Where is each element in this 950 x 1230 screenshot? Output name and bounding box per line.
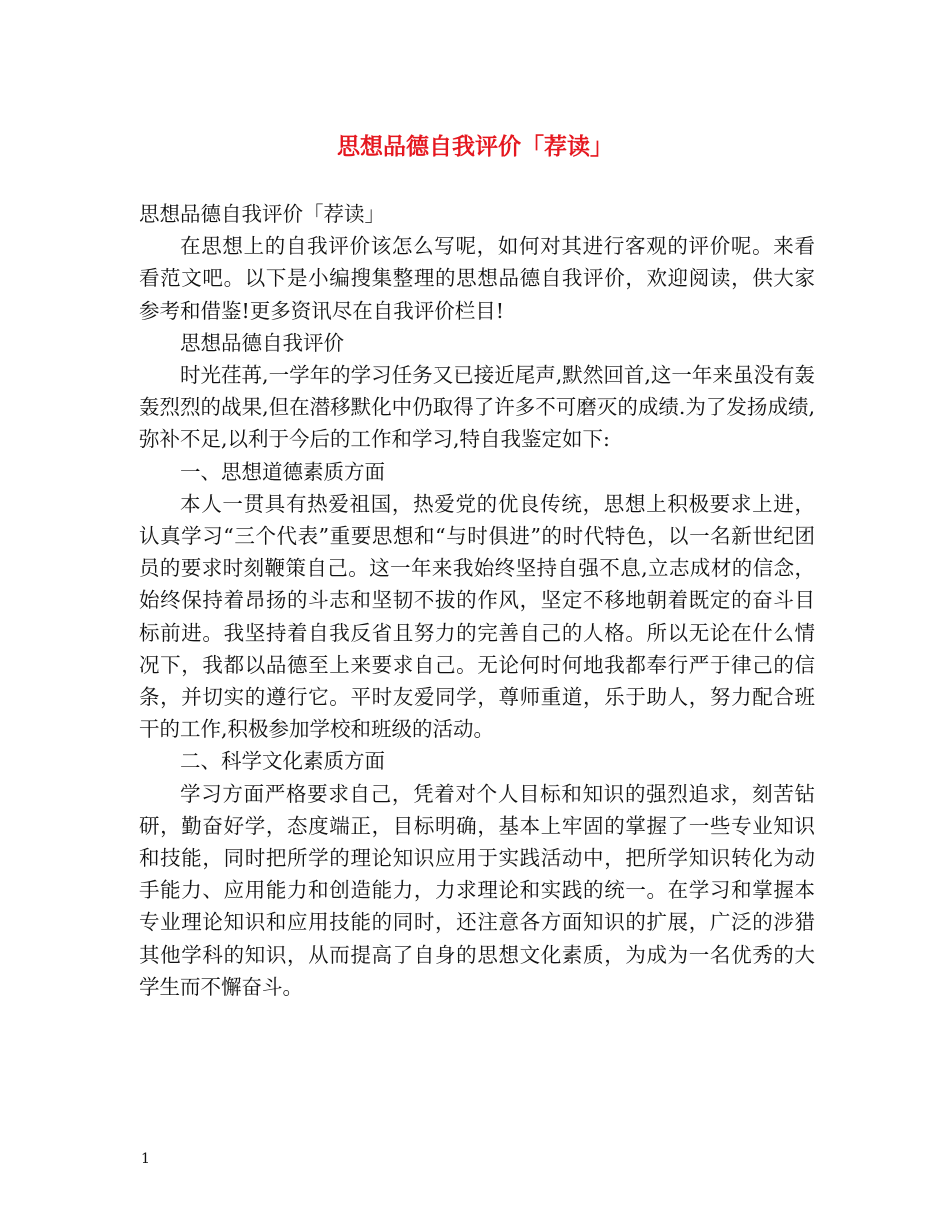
paragraph-moral: 本人一贯具有热爱祖国，热爱党的优良传统，思想上积极要求上进，认真学习“三个代表”重要思想和“与时俱进”的时代特色，以一名新世纪团员的要求时刻鞭策自己。这一年来我始终坚持自强不息,立志成材的信念，始终保持着昂扬的斗志和坚韧不拔的作风，坚定不移地朝着既定的奋斗目标前进。我坚持着自我反省且努力的完善自己的人格。所以无论在什么情况下，我都以品德至上来要求自己。无论何时何地我都奉行严于律己的信条，并切实的遵行它。平时友爱同学，尊师重道，乐于助人，努力配合班干的工作,积极参加学校和班级的活动。	[139, 491, 815, 742]
paragraph-intro: 在思想上的自我评价该怎么写呢，如何对其进行客观的评价呢。来看看范文吧。以下是小编搜集整理的思想品德自我评价，欢迎阅读，供大家参考和借鉴!更多资讯尽在自我评价栏目!	[139, 234, 815, 323]
section-heading-culture: 二、科学文化素质方面	[180, 749, 385, 774]
page-number: 1	[141, 1151, 150, 1167]
section-heading-moral: 一、思想道德素质方面	[180, 459, 385, 484]
paragraph-heading: 思想品德自我评价「荐读」	[139, 202, 385, 226]
paragraph-opening: 时光荏苒,一学年的学习任务又已接近尾声,默然回首,这一年来虽没有轰轰烈烈的战果,但在潜移默化中仍取得了许多不可磨灭的成绩.为了发扬成绩,弥补不足,以利于今后的工作和学习,特自我鉴定如下:	[139, 363, 815, 452]
paragraph-culture: 学习方面严格要求自己，凭着对个人目标和知识的强烈追求，刻苦钻研，勤奋好学，态度端正，目标明确，基本上牢固的掌握了一些专业知识和技能，同时把所学的理论知识应用于实践活动中，把所学知识转化为动手能力、应用能力和创造能力，力求理论和实践的统一。在学习和掌握本专业理论知识和应用技能的同时，还注意各方面知识的扩展，广泛的涉猎其他学科的知识，从而提高了自身的思想文化素质，为成为一名优秀的大学生而不懈奋斗。	[139, 781, 815, 999]
document-body	[139, 198, 815, 1003]
document-title: 思想品德自我评价「荐读」	[337, 133, 613, 160]
paragraph-subtitle: 思想品德自我评价	[180, 330, 344, 355]
